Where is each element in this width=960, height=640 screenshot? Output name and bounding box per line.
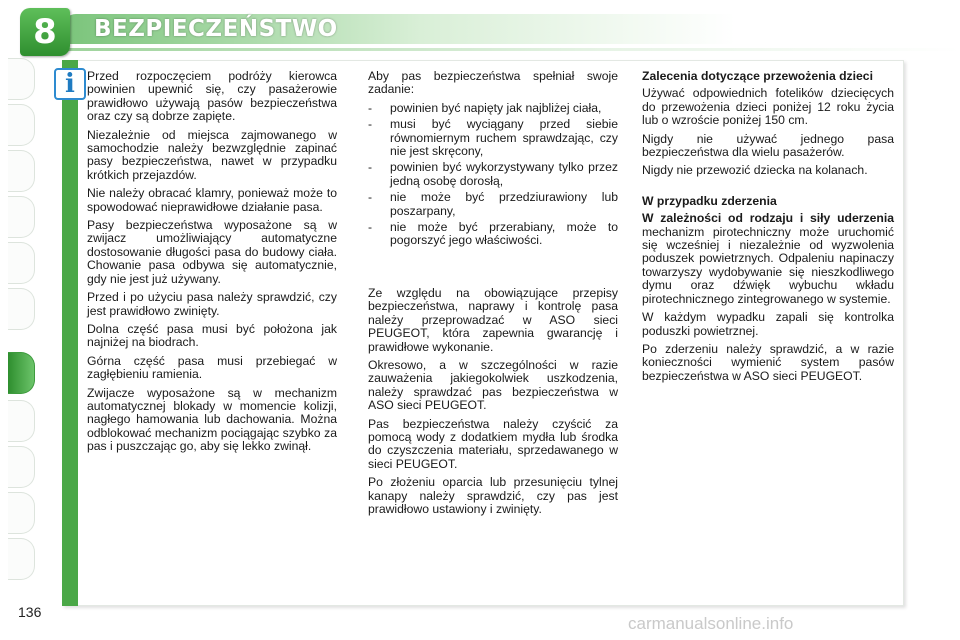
bullet-dash: - [368, 117, 373, 132]
col1-paragraph: Dolna część pasa musi być położona jak najniżej na biodrach. [87, 321, 337, 350]
side-tab-1[interactable] [8, 58, 35, 100]
column-3 [642, 70, 894, 388]
side-tab-4[interactable] [8, 196, 35, 238]
col1-paragraph: Zwijacze wyposażone są w mechanizm automatycznej blokady w momencie kolizji, nagłego hamowania lub dachowania. Można odblokować mechanizm pociągając szybko za pas i puszczając go, aby się lekko zwinął. [87, 385, 337, 454]
info-icon: i [54, 68, 86, 100]
section-heading-children: Zalecenia dotyczące przewożenia dzieci [642, 69, 873, 83]
list-item [368, 118, 618, 158]
info-stripe [62, 60, 78, 606]
col3-lead-paragraph [642, 212, 894, 306]
col1-paragraph: Niezależnie od miejsca zajmowanego w samochodzie należy bezwzględnie zapinać pasy bezpieczeństwa, nawet w przypadku krótkich przejazdów. [87, 127, 337, 182]
col2-intro: Aby pas bezpieczeństwa spełniał swoje zadanie: [368, 69, 618, 97]
side-tab-10[interactable] [8, 446, 35, 488]
list-item [368, 221, 618, 248]
bullet-dash: - [368, 220, 373, 235]
col3-paragraph: W każdym wypadku zapali się kontrolka poduszki powietrznej. [642, 310, 894, 338]
spacer [368, 253, 618, 287]
list-item-text: powinien być wykorzystywany tylko przez jedną osobę dorosłą, [390, 160, 618, 188]
col2-paragraph: Po złożeniu oparcia lub przesunięciu tylnej kanapy należy sprawdzić, czy pas jest prawidłowo ustawiony i zwinięty. [368, 475, 618, 516]
list-item [368, 191, 618, 218]
list-item [368, 161, 618, 188]
side-tab-2[interactable] [8, 104, 35, 146]
col1-paragraph: Przed rozpoczęciem podróży kierowca powinien upewnić się, czy pasażerowie prawidłowo używają pasów bezpieczeństwa oraz czy są dobrze zapięte. [87, 69, 337, 124]
list-item-text: nie może być przedziurawiony lub poszarpany, [390, 190, 618, 218]
side-tab-9[interactable] [8, 400, 35, 442]
watermark: carmanualsonline.info [628, 614, 794, 633]
col3-paragraph: Nigdy nie przewozić dziecka na kolanach. [642, 163, 868, 178]
lead-rest-text: mechanizm pirotechniczny może uruchomić się wcześniej i niezależnie od wyzwolenia poduszek powietrznych. Odpaleniu napinaczy towarzyszy wydobywanie się nieszkodliwego dymu oraz dźwięk wybuchu wkładu pirotechnicznego zintegrowanego w systemie. [642, 224, 894, 306]
list-item [368, 102, 618, 115]
side-tab-active[interactable] [8, 352, 35, 394]
col1-paragraph: Nie należy obracać klamry, ponieważ może to spowodować nieprawidłowe działanie pasa. [87, 186, 337, 214]
bullet-dash: - [368, 100, 373, 115]
side-tab-12[interactable] [8, 538, 35, 580]
col2-paragraph: Okresowo, a w szczególności w razie zauważenia jakiegokolwiek uszkodzenia, należy sprawdzać pas bezpieczeństwa w ASO sieci PEUGEOT. [368, 357, 618, 413]
col3-paragraph: Nigdy nie używać jednego pasa bezpieczeństwa dla wielu pasażerów. [642, 131, 894, 160]
bullet-dash: - [368, 160, 373, 175]
col2-paragraph: Ze względu na obowiązujące przepisy bezpieczeństwa, naprawy i kontrolę pasa należy przeprowadzać w ASO sieci PEUGEOT, która zapewnia gwarancję i prawidłowe wykonanie. [368, 285, 618, 354]
chapter-title: BEZPIECZEŃSTWO [94, 16, 338, 42]
chapter-number-badge: 8 [20, 8, 70, 56]
list-item-text: musi być wyciągany przed siebie równomiernym ruchem sprawdzając, czy nie jest skręcony, [390, 117, 618, 159]
col2-paragraph: Pas bezpieczeństwa należy czyścić za pomocą wody z dodatkiem mydła lub środka do czyszczenia materiału, sprzedawanego w sieci PEUGEOT. [368, 416, 618, 471]
col3-paragraph: Używać odpowiednich fotelików dziecięcych do przewożenia dzieci poniżej 12 roku życia lub o wzroście poniżej 150 cm. [642, 86, 894, 128]
section-heading-collision: W przypadku zderzenia [642, 193, 777, 208]
page-number: 136 [18, 604, 42, 620]
col1-paragraph: Górna część pasa musi przebiegać w zagłębieniu ramienia. [87, 353, 337, 382]
side-tab-11[interactable] [8, 492, 35, 534]
header-divider [62, 48, 960, 51]
column-1 [87, 70, 337, 459]
lead-bold-text: W zależności od rodzaju i siły uderzenia [642, 211, 894, 226]
col1-paragraph: Przed i po użyciu pasa należy sprawdzić, czy jest prawidłowo zwinięty. [87, 290, 337, 318]
side-tab-5[interactable] [8, 242, 35, 284]
list-item-text: nie może być przerabiany, może to pogorszyć jego właściwości. [390, 220, 618, 248]
seatbelt-rules-list [368, 102, 618, 248]
bullet-dash: - [368, 190, 373, 205]
column-2 [368, 70, 618, 521]
col1-paragraph: Pasy bezpieczeństwa wyposażone są w zwijacz umożliwiający automatyczne dostosowanie długości pasa do budowy ciała. Chowanie pasa odbywa się automatycznie, gdy nie jest już używany. [87, 218, 337, 286]
side-tab-3[interactable] [8, 150, 35, 192]
col3-paragraph: Po zderzeniu należy sprawdzić, a w razie konieczności wymienić system pasów bezpieczeństwa w ASO sieci PEUGEOT. [642, 341, 894, 383]
list-item-text: powinien być napięty jak najbliżej ciała, [390, 100, 602, 115]
side-tab-6[interactable] [8, 288, 35, 330]
